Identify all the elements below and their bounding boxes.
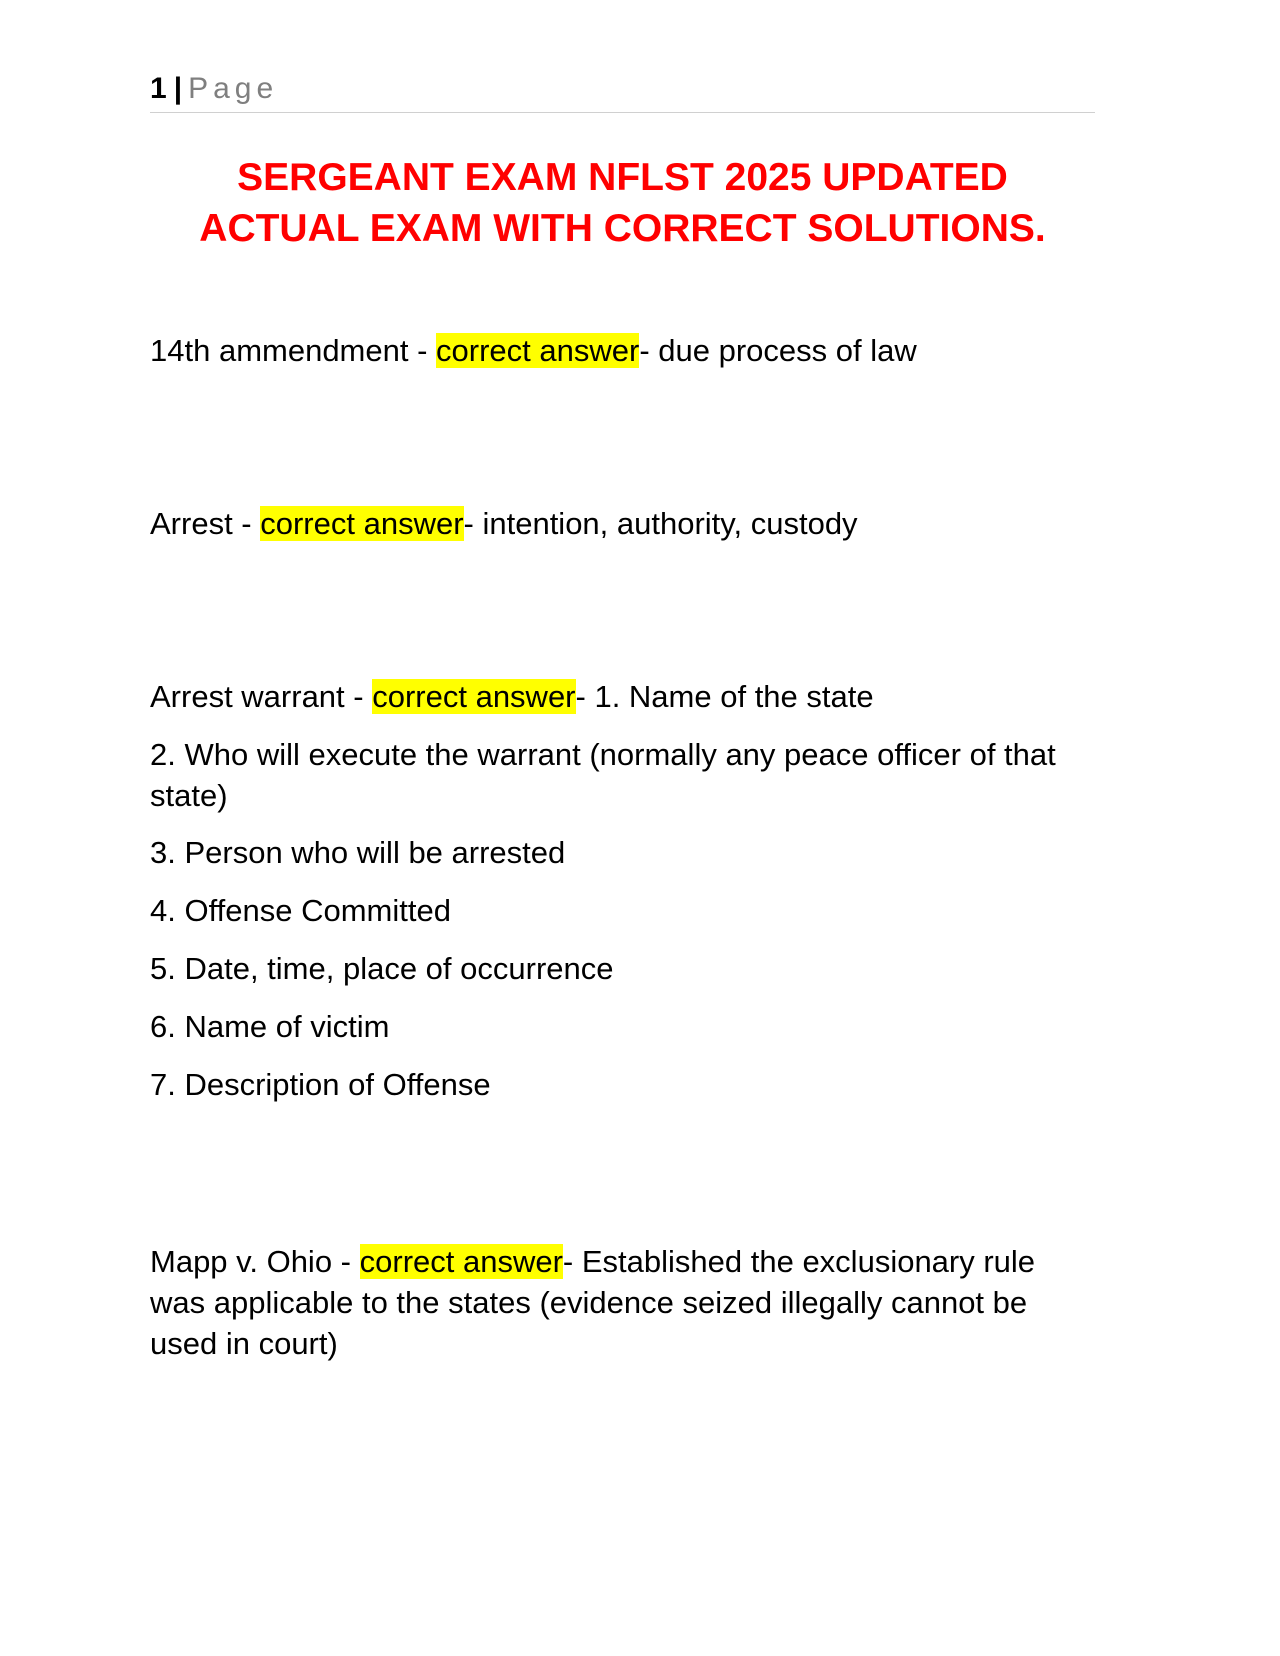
document-title [150, 152, 1095, 254]
qa-entry-mapp-v-ohio [150, 1241, 1095, 1364]
entry-answer: - Established the exclusionary rule was applicable to the states (evidence seized illegally cannot be used in court) [150, 1244, 1036, 1361]
entry-answer: - due process of law [639, 333, 917, 368]
correct-answer-highlight: correct answer [260, 506, 464, 541]
warrant-item: 7. Description of Offense [150, 1067, 491, 1102]
qa-entry-arrest-warrant [150, 676, 1095, 717]
page-label: Page [188, 72, 279, 105]
entry-term: Mapp v. Ohio - [150, 1244, 360, 1279]
qa-entry-14th-amendment [150, 330, 1095, 371]
qa-entry-arrest [150, 503, 1095, 544]
correct-answer-highlight: correct answer [359, 1244, 563, 1279]
entry-answer: - intention, authority, custody [463, 506, 858, 541]
entry-term: 14th ammendment - [150, 333, 437, 368]
header-separator: | [173, 72, 183, 105]
entry-answer: - 1. Name of the state [575, 679, 874, 714]
entry-term: Arrest - [150, 506, 261, 541]
page-header [150, 72, 1095, 113]
warrant-item: 3. Person who will be arrested [150, 835, 566, 870]
entry-term: Arrest warrant - [150, 679, 373, 714]
title-line-1: SERGEANT EXAM NFLST 2025 UPDATED [237, 156, 1008, 199]
page-number: 1 [150, 72, 168, 105]
title-line-2: ACTUAL EXAM WITH CORRECT SOLUTIONS. [199, 207, 1046, 250]
warrant-item: 5. Date, time, place of occurrence [150, 951, 614, 986]
warrant-item: 4. Offense Committed [150, 893, 451, 928]
correct-answer-highlight: correct answer [372, 679, 576, 714]
warrant-item: 2. Who will execute the warrant (normally any peace officer of that state) [150, 737, 1056, 813]
warrant-item: 6. Name of victim [150, 1009, 390, 1044]
correct-answer-highlight: correct answer [436, 333, 640, 368]
